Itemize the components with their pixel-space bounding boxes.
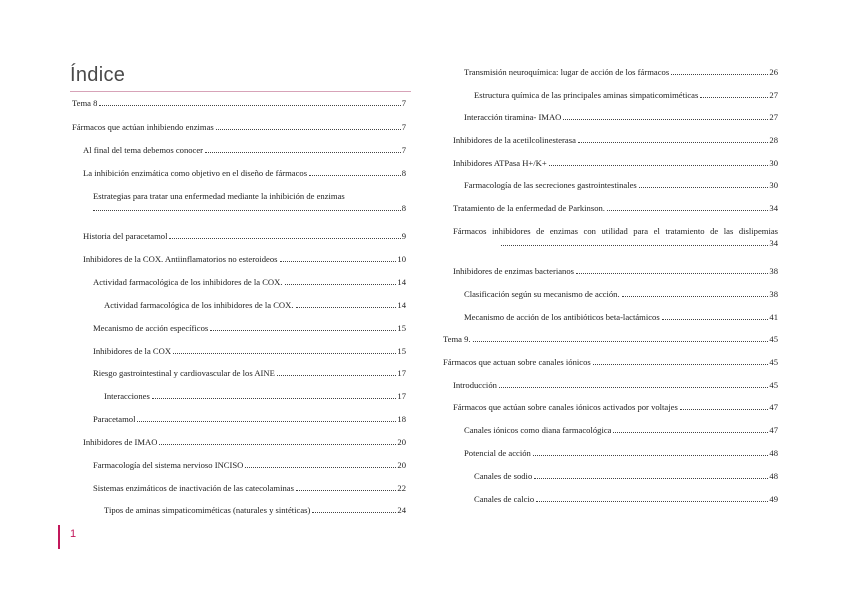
toc-leader [671,74,768,75]
toc-leader [205,152,401,153]
toc-leader [173,353,396,354]
toc-entry-title: Inhibidores de la COX [93,346,172,356]
toc-leader [622,296,769,297]
toc-entry[interactable] [72,413,406,425]
toc-entry[interactable] [72,436,406,448]
toc-entry[interactable] [453,493,778,505]
toc-entry-page: 47 [769,425,778,435]
toc-entry-page: 45 [769,380,778,390]
toc-entry-title: Mecanismo de acción específicos [93,323,209,333]
toc-entry-page: 18 [397,414,406,424]
toc-entry-page: 15 [397,323,406,333]
toc-leader [499,387,768,388]
toc-entry-title: Transmisión neuroquímica: lugar de acción de los fármacos [464,67,670,77]
toc-entry-title: Riesgo gastrointestinal y cardiovascular de los AINE [93,368,275,378]
toc-entry-page: 15 [397,346,406,356]
toc-leader [549,165,769,166]
toc-leader [245,467,396,468]
toc-leader [473,341,769,342]
toc-entry-title: Inhibidores ATPasa H+/K+ [453,158,547,168]
toc-entry[interactable] [72,97,406,109]
toc-entry[interactable] [453,89,778,101]
toc-entry-page: 48 [769,448,778,458]
toc-entry-title: Potencial de acción [464,448,531,458]
toc-entry[interactable] [453,470,778,482]
toc-entry-title: Fármacos que actúan inhibiendo enzimas [72,122,214,132]
toc-entry-page: 41 [769,312,778,322]
toc-entry[interactable] [72,504,406,516]
toc-entry-page: 49 [769,494,778,504]
toc-entry[interactable] [72,167,406,179]
toc-entry[interactable] [453,134,778,146]
toc-leader [639,187,769,188]
toc-entry[interactable] [72,322,406,334]
toc-entry-title: Clasificación según su mecanismo de acción. [464,289,620,299]
toc-leader [296,307,397,308]
toc-entry-title: Farmacología de las secreciones gastrointestinales [464,180,637,190]
toc-leader [137,421,396,422]
toc-entry[interactable] [443,333,778,345]
toc-entry[interactable] [453,424,778,436]
toc-entry[interactable] [453,202,778,214]
toc-entry-page: 28 [769,135,778,145]
toc-entry-page: 45 [769,357,778,367]
toc-entry-page: 7 [401,122,406,132]
toc-entry-title: Inhibidores de enzimas bacterianos [453,266,574,276]
toc-entry-page: 20 [397,437,406,447]
toc-entry-title: Farmacología del sistema nervioso INCISO [93,460,244,470]
toc-leader [563,119,768,120]
toc-leader [159,444,396,445]
toc-entry-page: 47 [769,402,778,412]
toc-entry-title: Introducción [453,380,497,390]
toc-leader [309,175,401,176]
toc-entry[interactable] [453,401,778,413]
toc-entry[interactable] [453,66,778,78]
toc-entry[interactable] [453,311,778,323]
toc-entry-title: Inhibidores de la acetilcolinesterasa [453,135,576,145]
toc-entry-title: Inhibidores de IMAO [83,437,158,447]
toc-leader [536,501,768,502]
toc-leader [285,284,397,285]
toc-entry[interactable] [72,482,406,494]
toc-entry-title: Fármacos que actuan sobre canales iónicos [443,357,591,367]
toc-entry-title: Canales iónicos como diana farmacológica [464,425,612,435]
toc-entry[interactable] [453,379,778,391]
toc-entry-title: Actividad farmacológica de los inhibidores de la COX. [104,300,294,310]
toc-entry-title: Tratamiento de la enfermedad de Parkinson. [453,203,605,213]
toc-entry-title: Estrategias para tratar una enfermedad mediante la inhibición de enzimas [93,191,345,201]
toc-leader [277,375,397,376]
toc-entry-page: 45 [769,334,778,344]
toc-entry-page: 17 [397,368,406,378]
toc-entry-page: 38 [769,266,778,276]
toc-leader [578,142,769,143]
toc-entry-title: Sistemas enzimáticos de inactivación de las catecolaminas [93,483,294,493]
toc-leader [152,398,397,399]
toc-entry-title: Paracetamol [93,414,136,424]
toc-entry-page: 24 [397,505,406,515]
toc-entry-page: 10 [397,254,406,264]
page-number-marker [58,525,60,549]
toc-leader [93,210,401,211]
toc-entry-page: 48 [769,471,778,481]
toc-leader [576,273,768,274]
toc-entry[interactable] [453,225,778,249]
toc-leader [534,478,768,479]
toc-entry-title: La inhibición enzimática como objetivo en el diseño de fármacos [83,168,308,178]
toc-entry-title: Canales de calcio [474,494,535,504]
toc-entry-page: 8 [401,168,406,178]
toc-entry-page: 34 [769,203,778,213]
toc-leader [210,330,396,331]
toc-entry-page: 38 [769,289,778,299]
toc-entry[interactable] [453,157,778,169]
toc-entry-title: Fármacos que actúan sobre canales iónicos activados por voltajes [453,402,678,412]
toc-entry-page: 20 [397,460,406,470]
toc-leader [169,238,400,239]
toc-leader [662,319,769,320]
toc-entry-title: Canales de sodio [474,471,533,481]
toc-entry-title: Tema 9. [443,334,471,344]
toc-leader [296,490,396,491]
toc-entry-title: Estructura química de las principales aminas simpaticomiméticas [474,90,699,100]
toc-entry-page: 22 [397,483,406,493]
toc-entry-title: Fármacos inhibidores de enzimas con utilidad para el tratamiento de las dislipemias [453,226,778,236]
toc-leader [533,455,769,456]
toc-entry[interactable] [453,111,778,123]
toc-leader [607,210,768,211]
toc-entry-title: Historia del paracetamol [83,231,168,241]
toc-entry-title: Interacciones [104,391,150,401]
toc-entry-page: 30 [769,180,778,190]
toc-entry[interactable] [72,230,406,242]
toc-entry[interactable] [453,288,778,300]
toc-leader [680,409,769,410]
toc-entry[interactable] [443,356,778,368]
toc-entry-page: 17 [397,391,406,401]
toc-entry[interactable] [72,253,406,265]
toc-leader [99,105,400,106]
toc-leader [501,245,768,246]
toc-entry-page: 7 [401,145,406,155]
toc-entry[interactable] [72,299,406,311]
toc-entry[interactable] [72,390,406,402]
toc-entry-page: 27 [769,112,778,122]
toc-entry[interactable] [72,345,406,357]
toc-entry-page: 30 [769,158,778,168]
toc-entry-page: 8 [401,203,406,213]
toc-entry-page: 14 [397,277,406,287]
toc-entry[interactable] [453,265,778,277]
title-divider [70,91,411,92]
toc-entry-title: Mecanismo de acción de los antibióticos beta-lactámicos [464,312,660,322]
toc-entry[interactable] [72,276,406,288]
page-number: 1 [70,528,77,540]
toc-entry-title: Actividad farmacológica de los inhibidores de la COX. [93,277,283,287]
toc-entry[interactable] [72,190,406,214]
toc-entry[interactable] [72,367,406,379]
toc-entry-page: 7 [401,98,406,108]
toc-leader [593,364,769,365]
toc-entry-page: 34 [769,238,778,248]
toc-entry-title: Interacción tiramina- IMAO [464,112,562,122]
toc-entry-title: Inhibidores de la COX. Antiinflamatorios no esteroideos [83,254,278,264]
page-title: Índice [70,64,126,86]
toc-entry[interactable] [72,459,406,471]
toc-entry[interactable] [72,121,406,133]
toc-entry[interactable] [453,447,778,459]
toc-entry-page: 27 [769,90,778,100]
toc-entry-title: Tema 8 [72,98,98,108]
toc-entry[interactable] [453,179,778,191]
toc-entry-page: 9 [401,231,406,241]
toc-entry-page: 14 [397,300,406,310]
toc-leader [700,97,768,98]
toc-entry-page: 26 [769,67,778,77]
toc-entry-title: Al final del tema debemos conocer [83,145,204,155]
toc-leader [613,432,768,433]
toc-entry[interactable] [72,144,406,156]
toc-leader [280,261,397,262]
toc-leader [216,129,401,130]
toc-entry-title: Tipos de aminas simpaticomiméticas (naturales y sintéticas) [104,505,311,515]
toc-leader [312,512,396,513]
